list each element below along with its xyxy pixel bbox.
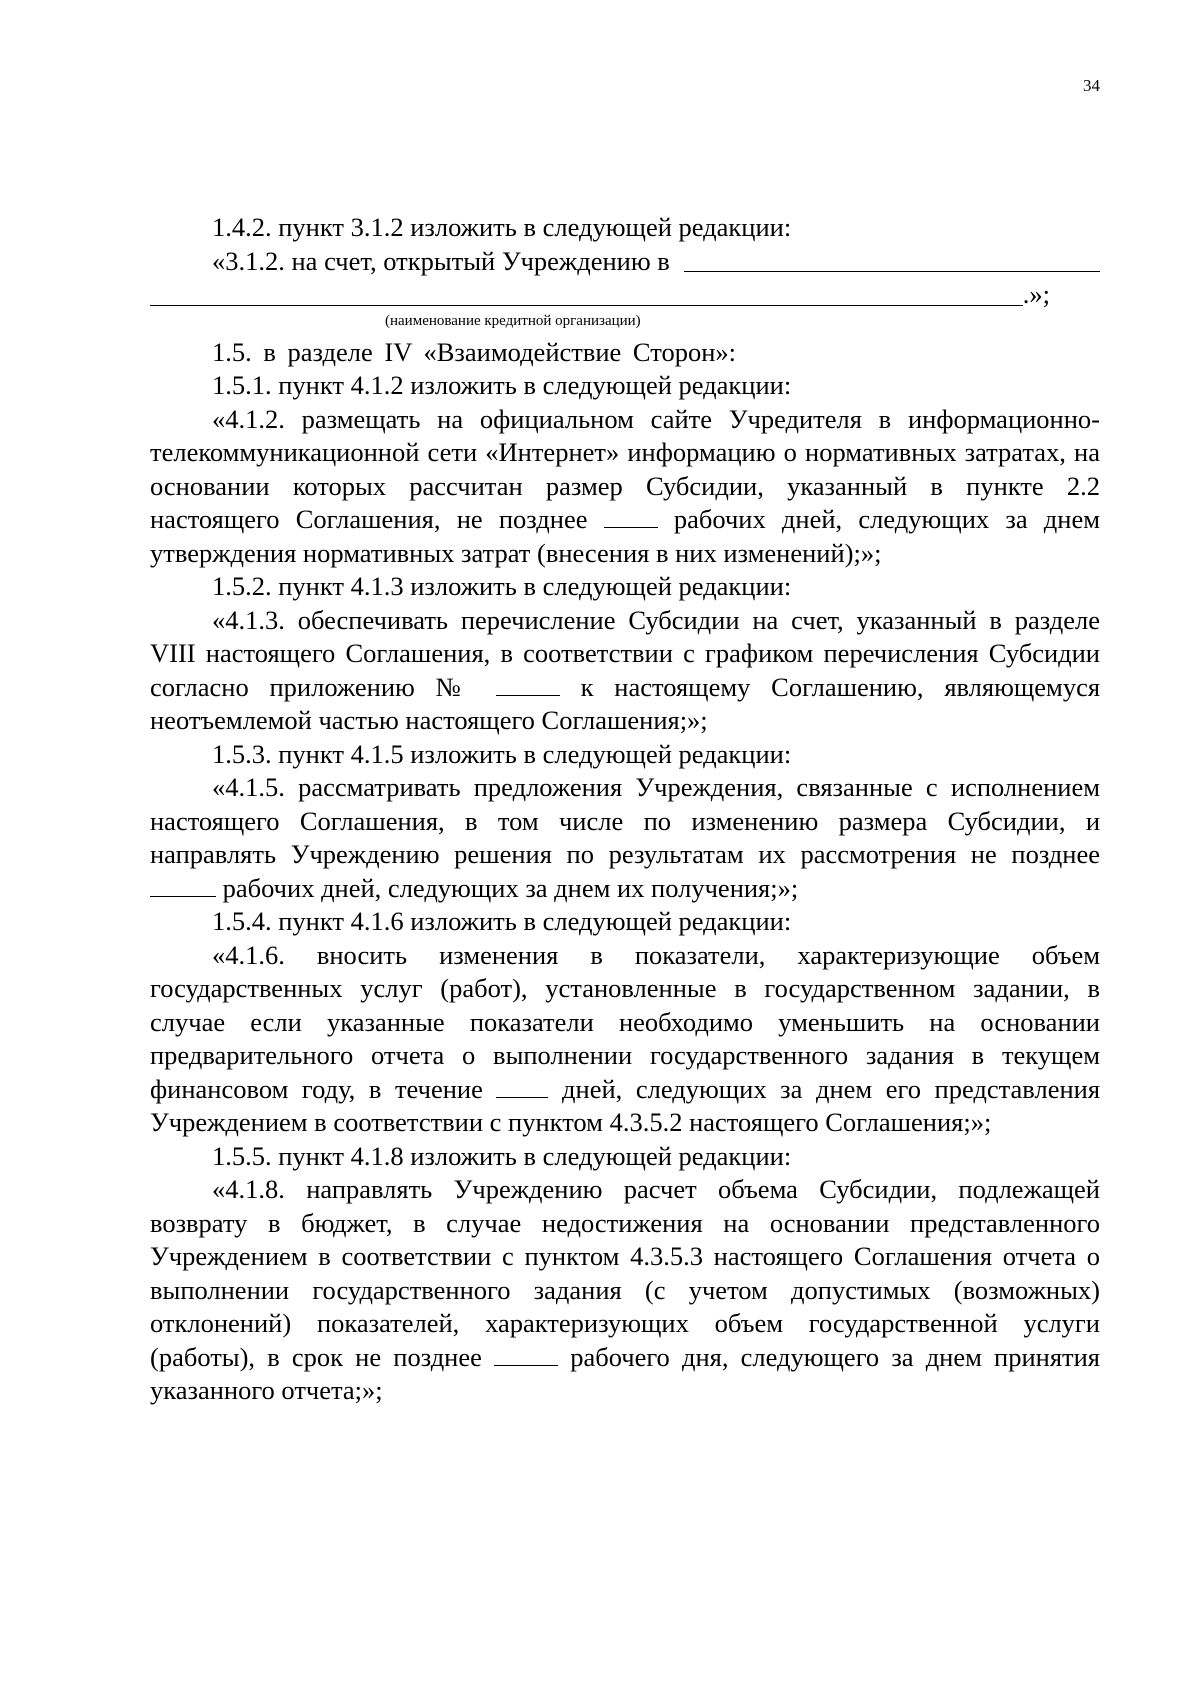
clause-4-1-5 [150, 771, 1100, 905]
clause-4-1-3 [150, 604, 1100, 738]
bank-name-line [150, 278, 1100, 312]
clause-3-1-2-end: .»; [1022, 279, 1050, 309]
clause-4-1-6 [150, 939, 1100, 1140]
clause-4-1-3-text-a: «4.1.3. обеспечивать перечисление Субсидии на счет, указанный в разделе VIII настоящего Соглашения, в соответствии с графиком перечисления Субсидии согласно приложению № [150, 604, 1100, 702]
paragraph-1-5-3: 1.5.3. пункт 4.1.5 изложить в следующей редакции: [212, 738, 792, 769]
clause-4-1-2 [150, 403, 1100, 571]
paragraph-1-5-5: 1.5.5. пункт 4.1.8 изложить в следующей редакции: [212, 1140, 792, 1171]
paragraph-1-4-2: 1.4.2. пункт 3.1.2 изложить в следующей редакции: [212, 212, 792, 242]
appendix-number-blank [496, 694, 560, 696]
clause-3-1-2-text: «3.1.2. на счет, открытый Учреждению в [212, 245, 670, 276]
bank-name-blank-1 [684, 271, 1100, 272]
days-blank-4-1-6 [496, 1096, 548, 1098]
clause-4-1-3-text-b: к настоящему Соглашению, являющемуся неотъемлемой частью настоящего Соглашения;»; [150, 671, 1101, 735]
bank-name-caption: (наименование кредитной организации) [385, 312, 641, 329]
bank-name-blank-2 [150, 305, 1023, 306]
clause-4-1-8-text-a: «4.1.8. направлять Учреждению расчет объема Субсидии, подлежащей возврату в бюджет, в случае недостижения на основании представленного Учреждением в соответствии с пунктом 4.3.5.3 настоящего Соглашения отчета о выполнении государственного задания (с учетом допустимых (возможных) отклонений) показателей, характеризующих объем государственной услуги (работы), в срок не позднее [150, 1174, 1100, 1372]
document-body [150, 211, 1100, 1408]
clause-4-1-5-text-b: рабочих дней, следующих за днем их получения;»; [222, 872, 799, 903]
clause-4-1-2-text-b: рабочих дней, следующих за днем утверждения нормативных затрат (внесения в них изменений);»; [150, 504, 1100, 568]
paragraph-1-5-1: 1.5.1. пункт 4.1.2 изложить в следующей редакции: [212, 370, 792, 400]
clause-4-1-8 [150, 1173, 1100, 1408]
paragraph-1-5-2: 1.5.2. пункт 4.1.3 изложить в следующей редакции: [212, 571, 792, 601]
clause-4-1-8-text-b: рабочего дня, следующего за днем принятия указанного отчета;»; [150, 1341, 1100, 1405]
paragraph-1-5-4: 1.5.4. пункт 4.1.6 изложить в следующей редакции: [212, 906, 792, 936]
days-blank-4-1-2 [604, 526, 658, 528]
paragraph-1-5: 1.5. в разделе IV «Взаимодействие Сторон»: [212, 336, 737, 367]
days-blank-4-1-8 [494, 1364, 558, 1366]
clause-4-1-2-text-a: «4.1.2. размещать на официальном сайте Учредителя в информационно-телекоммуникационной сети «Интернет» информацию о нормативных затратах, на основании которых рассчитан размер Субсидии, указанный в пункте 2.2 настоящего Соглашения, не позднее [150, 403, 1100, 534]
clause-4-1-5-text-a: «4.1.5. рассматривать предложения Учреждения, связанные с исполнением настоящего Соглашения, в том числе по изменению размера Субсидии, и направлять Учреждению решения по результатам их рассмотрения не позднее [150, 772, 1100, 869]
page-number: 34 [1083, 76, 1100, 95]
days-blank-4-1-5 [150, 895, 216, 897]
clause-4-1-6-text-a: «4.1.6. вносить изменения в показатели, характеризующие объем государственных услуг (работ), установленные в государственном задании, в случае если указанные показатели необходимо уменьшить на основании предварительного отчета о выполнении государственного задания в текущем финансовом году, в течение [150, 939, 1100, 1104]
paragraph-3-1-2 [150, 245, 1100, 279]
clause-4-1-6-text-b: дней, следующих за днем его представления Учреждением в соответствии с пунктом 4.3.5.2 настоящего Соглашения;»; [150, 1073, 1101, 1137]
